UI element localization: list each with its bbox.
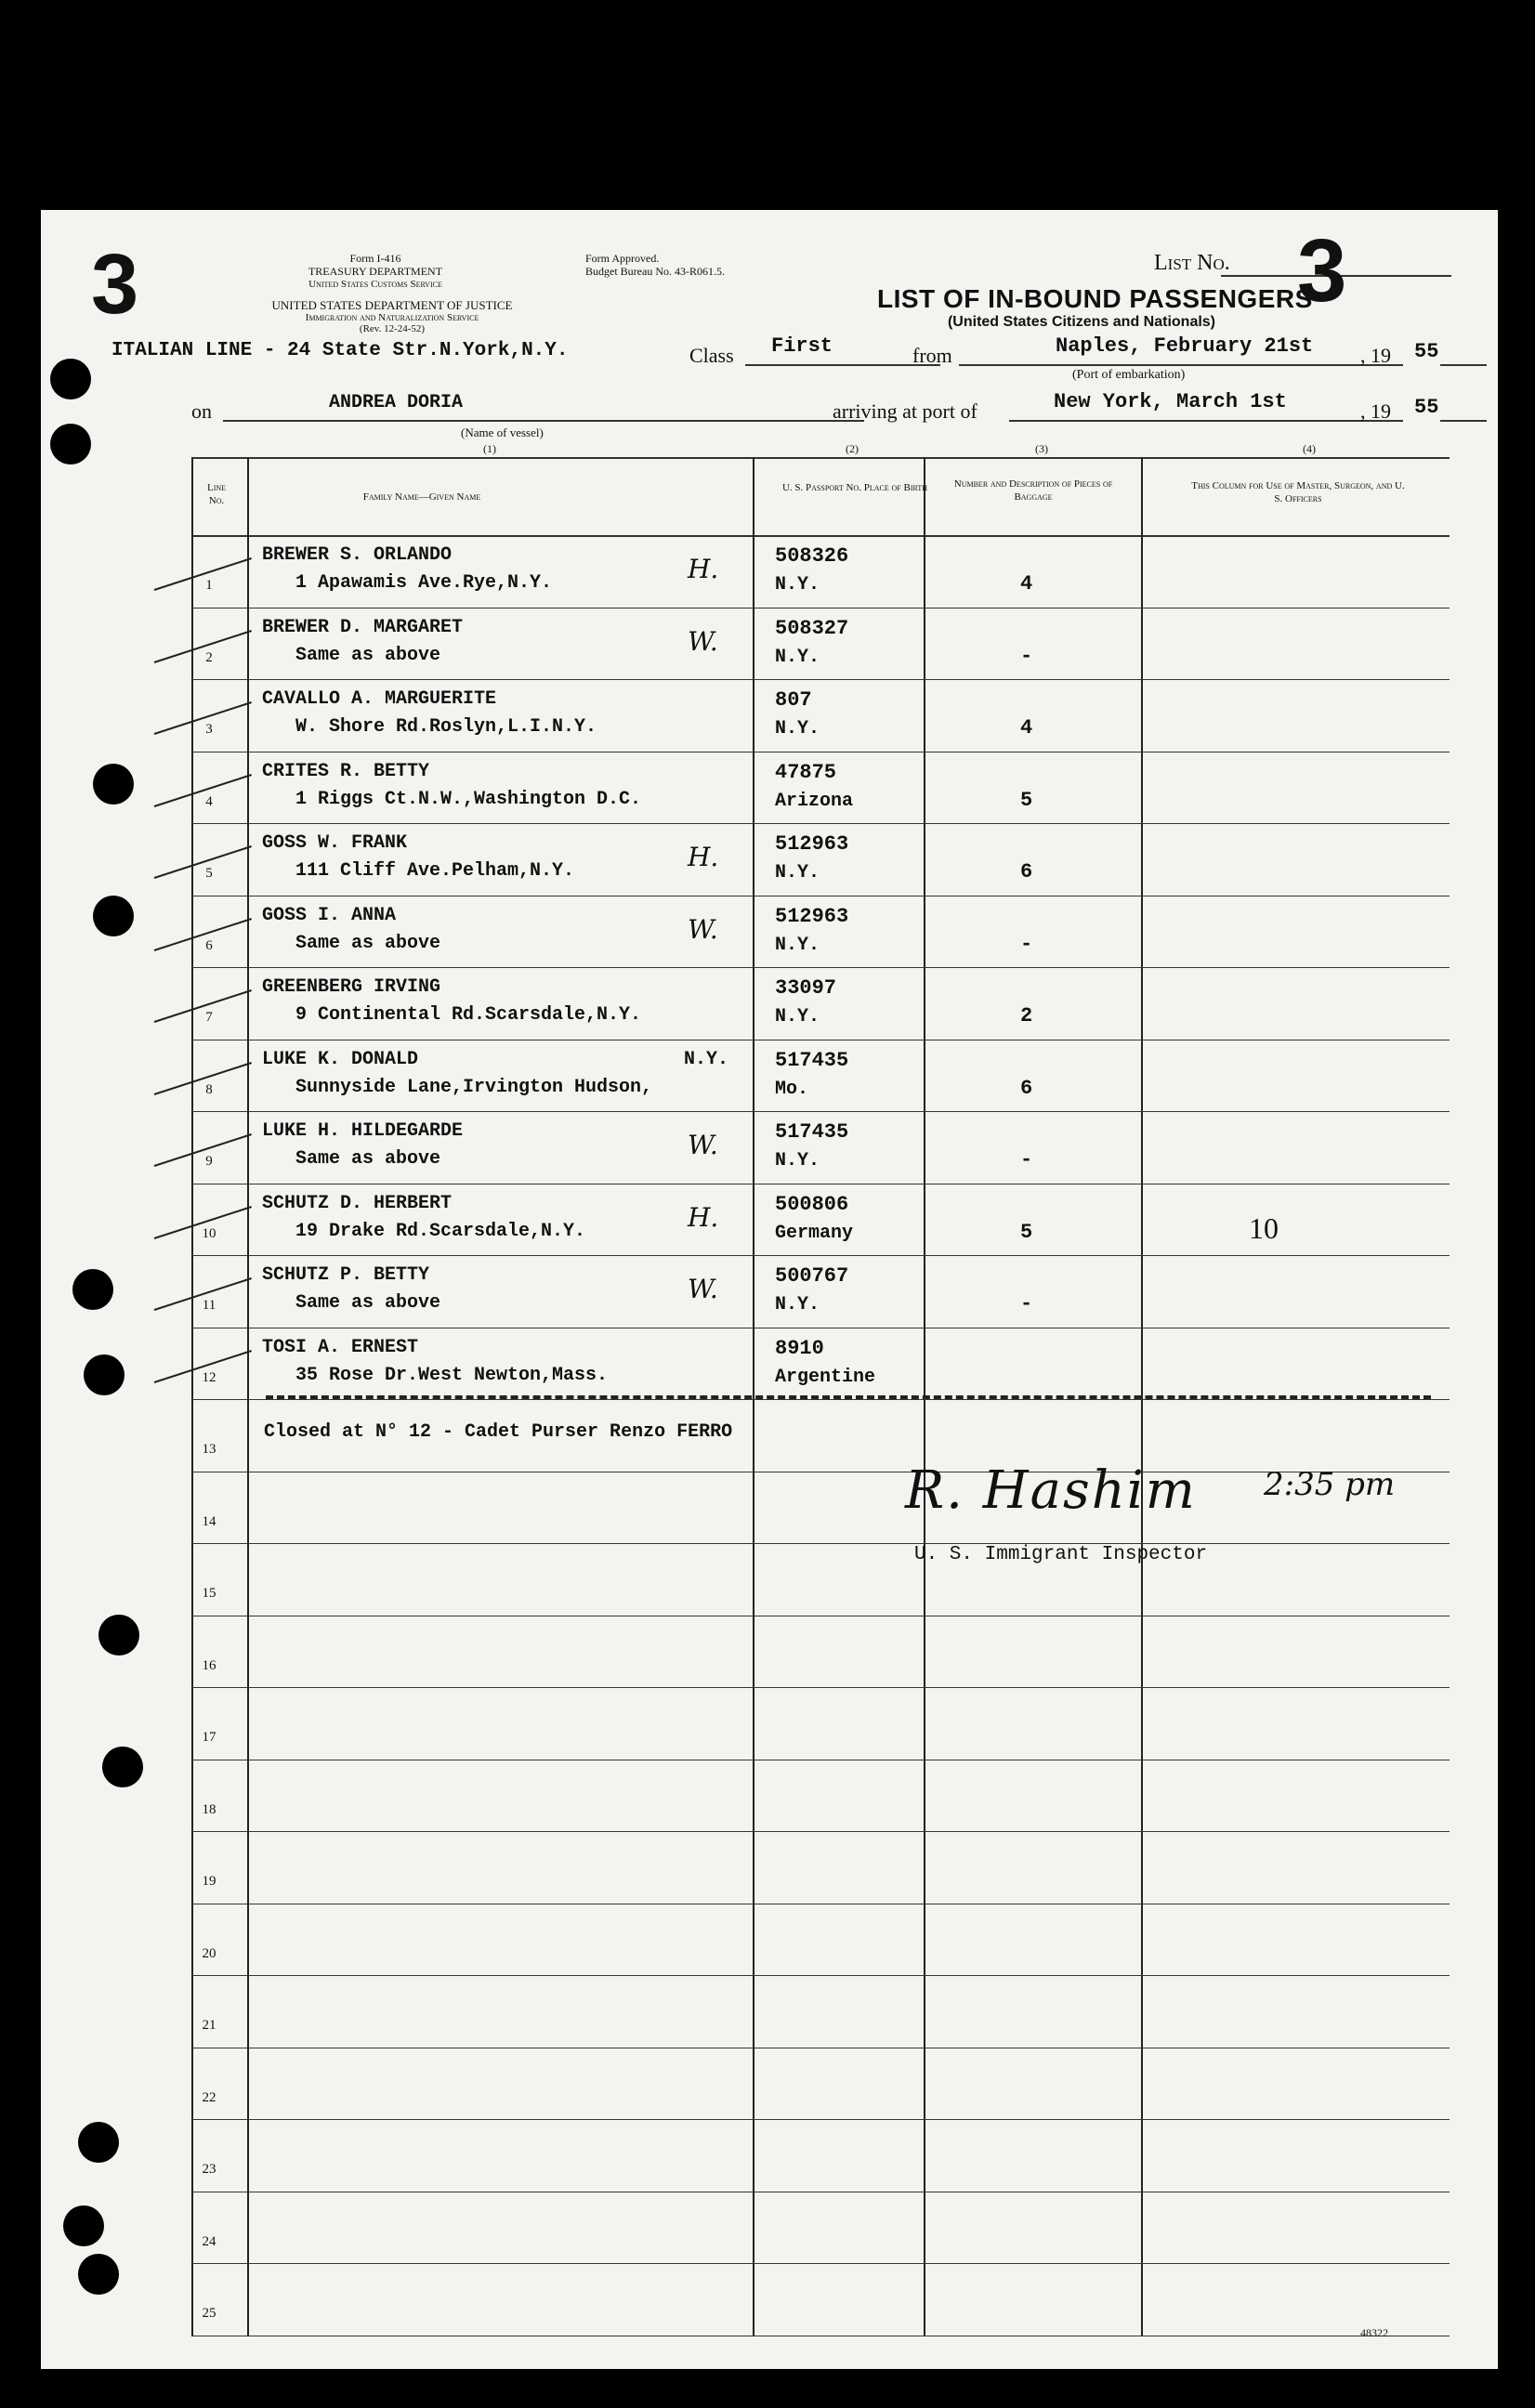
place-of-birth: N.Y. [775, 1150, 820, 1171]
customs-label: United States Customs Service [308, 278, 442, 290]
class-value: First [771, 334, 833, 358]
header-officers: This Column for Use of Master, Surgeon, and U. S. Officers [1191, 480, 1405, 505]
row-number: 10 [202, 1225, 216, 1241]
table-row-border [191, 608, 1450, 609]
binder-hole [78, 2122, 119, 2163]
approval-block [585, 253, 725, 279]
year2-prefix: , 19 [1360, 399, 1391, 423]
binder-hole [84, 1354, 125, 1395]
row-number: 4 [205, 793, 213, 809]
closing-dashed-line [266, 1395, 1431, 1399]
list-mark-left: 3 [91, 237, 139, 332]
table-row-border [191, 823, 1450, 824]
baggage-count: 2 [1020, 1004, 1033, 1027]
row-number: 25 [202, 2306, 216, 2321]
header-passport: U. S. Passport No. Place of Birth [781, 482, 928, 493]
passenger-address: Sunnyside Lane,Irvington Hudson, [295, 1076, 653, 1098]
col-number-3: (3) [1035, 442, 1048, 455]
justice-label: UNITED STATES DEPARTMENT OF JUSTICE [271, 298, 513, 312]
table-row-border [191, 1399, 1450, 1400]
table-top-border [191, 457, 1450, 459]
place-of-birth: N.Y. [775, 718, 820, 739]
baggage-count: - [1020, 1292, 1033, 1315]
passenger-name: GOSS I. ANNA [262, 904, 397, 926]
row-number: 16 [202, 1657, 216, 1673]
form-title: LIST OF IN-BOUND PASSENGERS [877, 284, 1313, 313]
footer-code: 48322 [1360, 2326, 1388, 2339]
passport-number: 8910 [775, 1336, 824, 1360]
passenger-address: Same as above [295, 644, 441, 666]
passenger-name: GOSS W. FRANK [262, 832, 408, 854]
place-of-birth: N.Y. [775, 1294, 820, 1315]
table-row-border [191, 1975, 1450, 1976]
on-label: on [191, 399, 212, 423]
passenger-address: W. Shore Rd.Roslyn,L.I.N.Y. [295, 716, 597, 738]
row-number: 20 [202, 1945, 216, 1961]
row-number: 15 [202, 1586, 216, 1601]
form-subtitle: (United States Citizens and Nationals) [947, 314, 1216, 330]
handwritten-mark: H. [688, 554, 719, 584]
handwritten-mark: W. [688, 1130, 718, 1160]
row-number: 6 [205, 937, 213, 953]
place-of-birth: Arizona [775, 790, 854, 812]
binder-hole [63, 2205, 104, 2246]
passport-number: 512963 [775, 904, 849, 928]
passport-number: 512963 [775, 832, 849, 856]
passenger-name: CAVALLO A. MARGUERITE [262, 688, 497, 710]
header-line-no: Line No. [206, 482, 227, 507]
passenger-address: 35 Rose Dr.West Newton,Mass. [295, 1364, 609, 1386]
class-label: Class [689, 344, 734, 367]
passenger-name: CRITES R. BETTY [262, 760, 430, 782]
passenger-name: BREWER S. ORLANDO [262, 544, 453, 566]
baggage-count: 6 [1020, 860, 1033, 883]
binder-hole [98, 1615, 139, 1656]
col-number-2: (2) [846, 442, 859, 455]
treasury-label: TREASURY DEPARTMENT [308, 264, 443, 278]
passport-number: 47875 [775, 760, 837, 784]
closed-note: Closed at N° 12 - Cadet Purser Renzo FERRO [264, 1421, 733, 1443]
from-label: from [912, 344, 952, 367]
handwritten-mark: H. [688, 1201, 719, 1233]
place-of-birth: N.Y. [775, 1006, 820, 1027]
vessel-caption: (Name of vessel) [461, 425, 544, 439]
row-number: 11 [202, 1298, 216, 1313]
row-number: 2 [205, 649, 213, 665]
ins-label: Immigration and Naturalization Service [305, 312, 479, 324]
row-number: 21 [202, 2018, 216, 2033]
table-row-border [191, 1255, 1450, 1256]
baggage-count: 4 [1020, 716, 1033, 739]
table-row-border [191, 2119, 1450, 2120]
passenger-address: 1 Riggs Ct.N.W.,Washington D.C. [295, 788, 642, 810]
passport-number: 807 [775, 688, 812, 712]
year2-value: 55 [1414, 396, 1439, 419]
passport-number: 508327 [775, 616, 849, 640]
passport-number: 500767 [775, 1264, 849, 1288]
passenger-address: Same as above [295, 1292, 441, 1314]
handwritten-mark: W. [688, 913, 718, 945]
row-number: 12 [202, 1369, 216, 1385]
place-of-birth: N.Y. [775, 574, 820, 595]
place-of-birth: Argentine [775, 1366, 876, 1388]
baggage-count: - [1020, 932, 1033, 956]
year-prefix: , 19 [1360, 344, 1391, 367]
table-row-border [191, 2263, 1450, 2264]
baggage-count: - [1020, 644, 1033, 668]
passenger-name: SCHUTZ D. HERBERT [262, 1192, 453, 1214]
place-of-birth: Mo. [775, 1078, 809, 1100]
port-embark-caption: (Port of embarkation) [1072, 368, 1186, 382]
passenger-name: SCHUTZ P. BETTY [262, 1264, 430, 1286]
rev-label: (Rev. 12-24-52) [359, 323, 426, 335]
passenger-name: BREWER D. MARGARET [262, 616, 464, 638]
place-of-birth: N.Y. [775, 934, 820, 956]
year2-underline [1440, 420, 1487, 422]
justice-block [197, 299, 587, 334]
inspector-signature: R. Hashim [905, 1460, 1197, 1521]
row-number: 18 [202, 1801, 216, 1817]
table-header-border [191, 535, 1450, 537]
inspector-caption: U. S. Immigrant Inspector [914, 1544, 1208, 1565]
passport-number: 508326 [775, 544, 849, 568]
arriving-underline [1009, 420, 1403, 422]
table-row-border [191, 1543, 1450, 1544]
row-number: 8 [205, 1081, 213, 1097]
place-of-birth: N.Y. [775, 646, 820, 668]
passport-number: 517435 [775, 1120, 849, 1144]
place-of-birth: Germany [775, 1222, 854, 1244]
table-row-border [191, 967, 1450, 968]
baggage-count: - [1020, 1148, 1033, 1171]
arriving-value: New York, March 1st [1054, 390, 1287, 413]
year-value: 55 [1414, 340, 1439, 363]
row-number: 13 [202, 1442, 216, 1457]
list-no-value: 3 [1297, 221, 1347, 321]
form-approved: Form Approved. [585, 252, 660, 265]
row-number: 1 [205, 578, 213, 593]
handwritten-mark: W. [688, 1274, 718, 1304]
vessel-underline [223, 420, 864, 422]
budget-bureau: Budget Bureau No. 43-R061.5. [585, 264, 725, 278]
passenger-address: Same as above [295, 932, 441, 954]
passenger-address: 19 Drake Rd.Scarsdale,N.Y. [295, 1220, 586, 1242]
from-value: Naples, February 21st [1056, 334, 1314, 358]
form-info [292, 253, 459, 290]
binder-hole [72, 1269, 113, 1310]
passport-number: 517435 [775, 1048, 849, 1072]
place-of-birth: N.Y. [775, 862, 820, 883]
binder-hole [102, 1747, 143, 1787]
row-number: 24 [202, 2233, 216, 2249]
baggage-count: 6 [1020, 1076, 1033, 1100]
row-number: 17 [202, 1730, 216, 1745]
binder-hole [50, 359, 91, 399]
col-number-1: (1) [483, 442, 496, 455]
row-number: 14 [202, 1513, 216, 1529]
form-number: Form I-416 [349, 252, 401, 265]
table-column-divider [191, 457, 193, 2336]
passenger-name: GREENBERG IRVING [262, 976, 441, 998]
passport-number: 33097 [775, 976, 837, 1000]
passenger-name: LUKE K. DONALD [262, 1048, 419, 1070]
baggage-count: 4 [1020, 572, 1033, 595]
row-number: 19 [202, 1874, 216, 1889]
header-baggage: Number and Description of Pieces of Baggage [953, 478, 1113, 504]
line-company: ITALIAN LINE - 24 State Str.N.York,N.Y. [112, 340, 569, 361]
year-underline [1440, 364, 1487, 366]
signature-time: 2:35 pm [1264, 1466, 1396, 1503]
table-row-border [191, 1831, 1450, 1832]
passenger-name: LUKE H. HILDEGARDE [262, 1120, 464, 1142]
passenger-address: 111 Cliff Ave.Pelham,N.Y. [295, 860, 575, 882]
vessel-value: ANDREA DORIA [329, 392, 464, 413]
officer-note: 10 [1249, 1211, 1279, 1245]
baggage-count: 5 [1020, 1220, 1033, 1244]
from-underline [959, 364, 1403, 366]
passenger-address: Same as above [295, 1148, 441, 1170]
table-row-border [191, 679, 1450, 680]
row-number: 22 [202, 2089, 216, 2105]
table-row-border [191, 1111, 1450, 1112]
table-column-divider [247, 457, 249, 2336]
row-number: 7 [205, 1010, 213, 1025]
passenger-address: 9 Continental Rd.Scarsdale,N.Y. [295, 1004, 642, 1026]
list-no-label: List No. [1154, 251, 1230, 275]
passenger-name: TOSI A. ERNEST [262, 1336, 419, 1358]
binder-hole [93, 764, 134, 805]
address-extra: N.Y. [684, 1048, 729, 1070]
baggage-count: 5 [1020, 788, 1033, 812]
row-number: 5 [205, 866, 213, 881]
col-number-4: (4) [1303, 442, 1316, 455]
row-number: 3 [205, 722, 213, 737]
manifest-page [41, 210, 1498, 2369]
binder-hole [93, 896, 134, 936]
passenger-address: 1 Apawamis Ave.Rye,N.Y. [295, 572, 553, 594]
binder-hole [78, 2254, 119, 2295]
table-row-border [191, 1687, 1450, 1688]
row-number: 23 [202, 2162, 216, 2177]
class-underline [745, 364, 940, 366]
handwritten-mark: H. [688, 842, 719, 872]
row-number: 9 [205, 1154, 213, 1169]
binder-hole [50, 424, 91, 465]
header-name: Family Name—Given Name [362, 491, 481, 503]
handwritten-mark: W. [688, 625, 718, 657]
passport-number: 500806 [775, 1192, 849, 1216]
arriving-label: arriving at port of [833, 399, 977, 423]
